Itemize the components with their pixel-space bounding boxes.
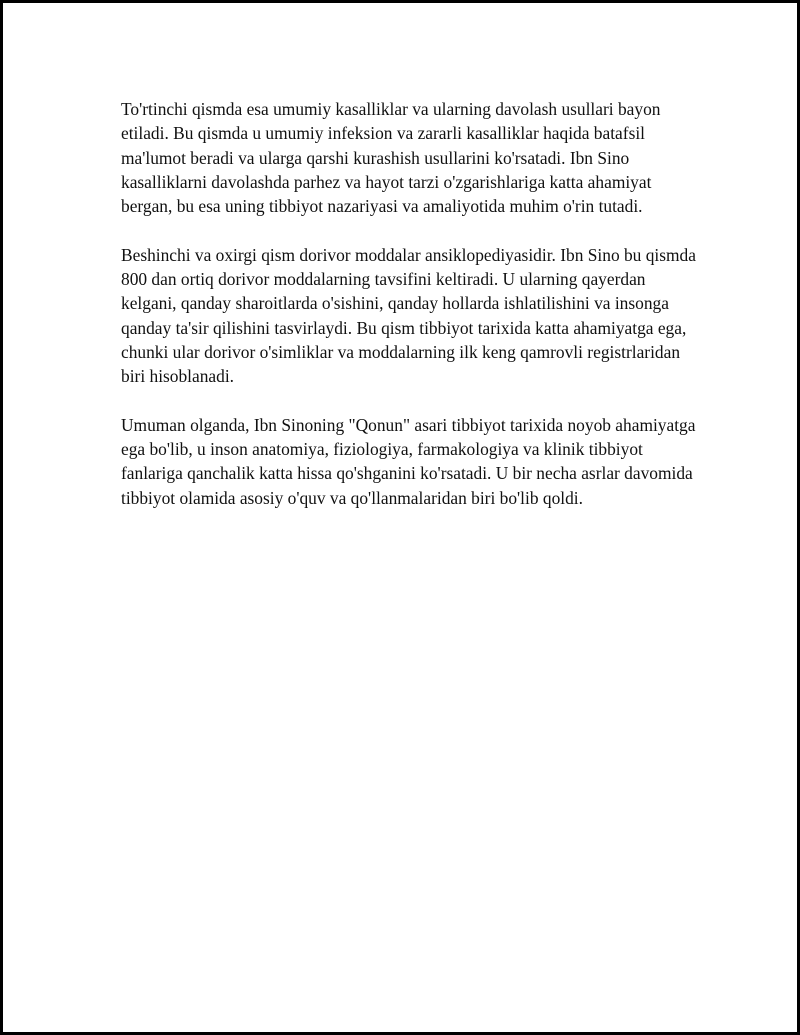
paragraph-1: To'rtinchi qismda esa umumiy kasalliklar va ularning davolash usullari bayon etiladi. Bu qismda u umumiy infeksion va zararli kasalliklar haqida batafsil ma'lumot beradi va ularga qarshi kurashish usullarini ko'rsatadi. Ibn Sino kasalliklarni davolashda parhez va hayot tarzi o'zgarishlariga katta ahamiyat bergan, bu esa uning tibbiyot nazariyasi va amaliyotida muhim o'rin tutadi. <box>121 99 661 217</box>
document-body <box>121 97 701 534</box>
paragraph-3: Umuman olganda, Ibn Sinoning "Qonun" asari tibbiyot tarixida noyob ahamiyatga ega bo'lib, u inson anatomiya, fiziologiya, farmakologiya va klinik tibbiyot fanlariga qanchalik katta hissa qo'shganini ko'rsatadi. U bir necha asrlar davomida tibbiyot olamida asosiy o'quv va qo'llanmalaridan biri bo'lib qoldi. <box>121 414 696 508</box>
paragraph-2: Beshinchi va oxirgi qism dorivor moddalar ansiklopediyasidir. Ibn Sino bu qismda 800 dan ortiq dorivor moddalarning tavsifini keltiradi. U ularning qayerdan kelgani, qanday sharoitlarda o'sishini, qanday hollarda ishlatilishini va insonga qanday ta'sir qilishini tasvirlaydi. Bu qism tibbiyot tarixida katta ahamiyatga ega, chunki ular dorivor o'simliklar va moddalarning ilk keng qamrovli registrlaridan biri hisoblanadi. <box>121 244 696 387</box>
